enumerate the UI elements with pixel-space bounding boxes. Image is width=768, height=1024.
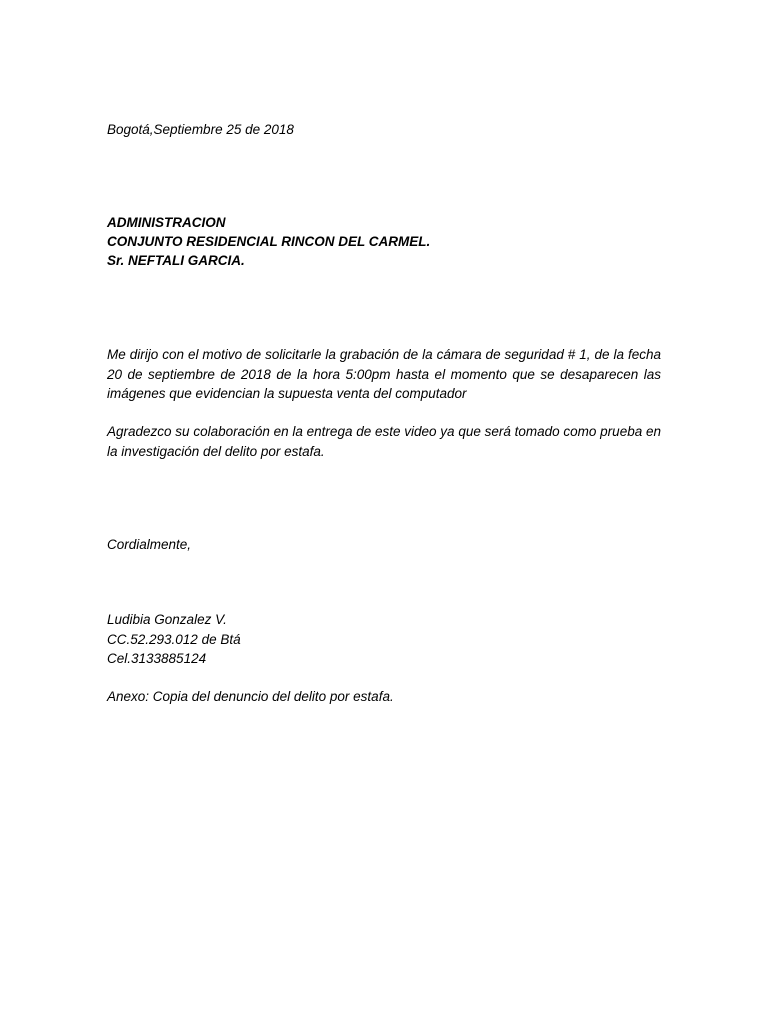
recipient-line-3: Sr. NEFTALI GARCIA. [107,253,245,268]
letter-date: Bogotá,Septiembre 25 de 2018 [107,122,294,137]
signature-phone: Cel.3133885124 [107,651,207,666]
recipient-line-2: CONJUNTO RESIDENCIAL RINCON DEL CARMEL. [107,234,431,249]
signature-id: CC.52.293.012 de Btá [107,632,241,647]
annex-note: Anexo: Copia del denuncio del delito por estafa. [107,689,394,704]
recipient-line-1: ADMINISTRACION [107,215,226,230]
body-paragraph-1: Me dirijo con el motivo de solicitarle la grabación de la cámara de seguridad # 1, de la fecha 20 de septiembre de 2018 de la hora 5:00pm hasta el momento que se desaparecen las imágenes que evidencian la supuesta venta del computador [107,347,661,401]
body-paragraph-2: Agradezco su colaboración en la entrega de este video ya que será tomado como prueba en la investigación del delito por estafa. [107,424,661,459]
closing: Cordialmente, [107,537,192,552]
signature-name: Ludibia Gonzalez V. [107,612,227,627]
